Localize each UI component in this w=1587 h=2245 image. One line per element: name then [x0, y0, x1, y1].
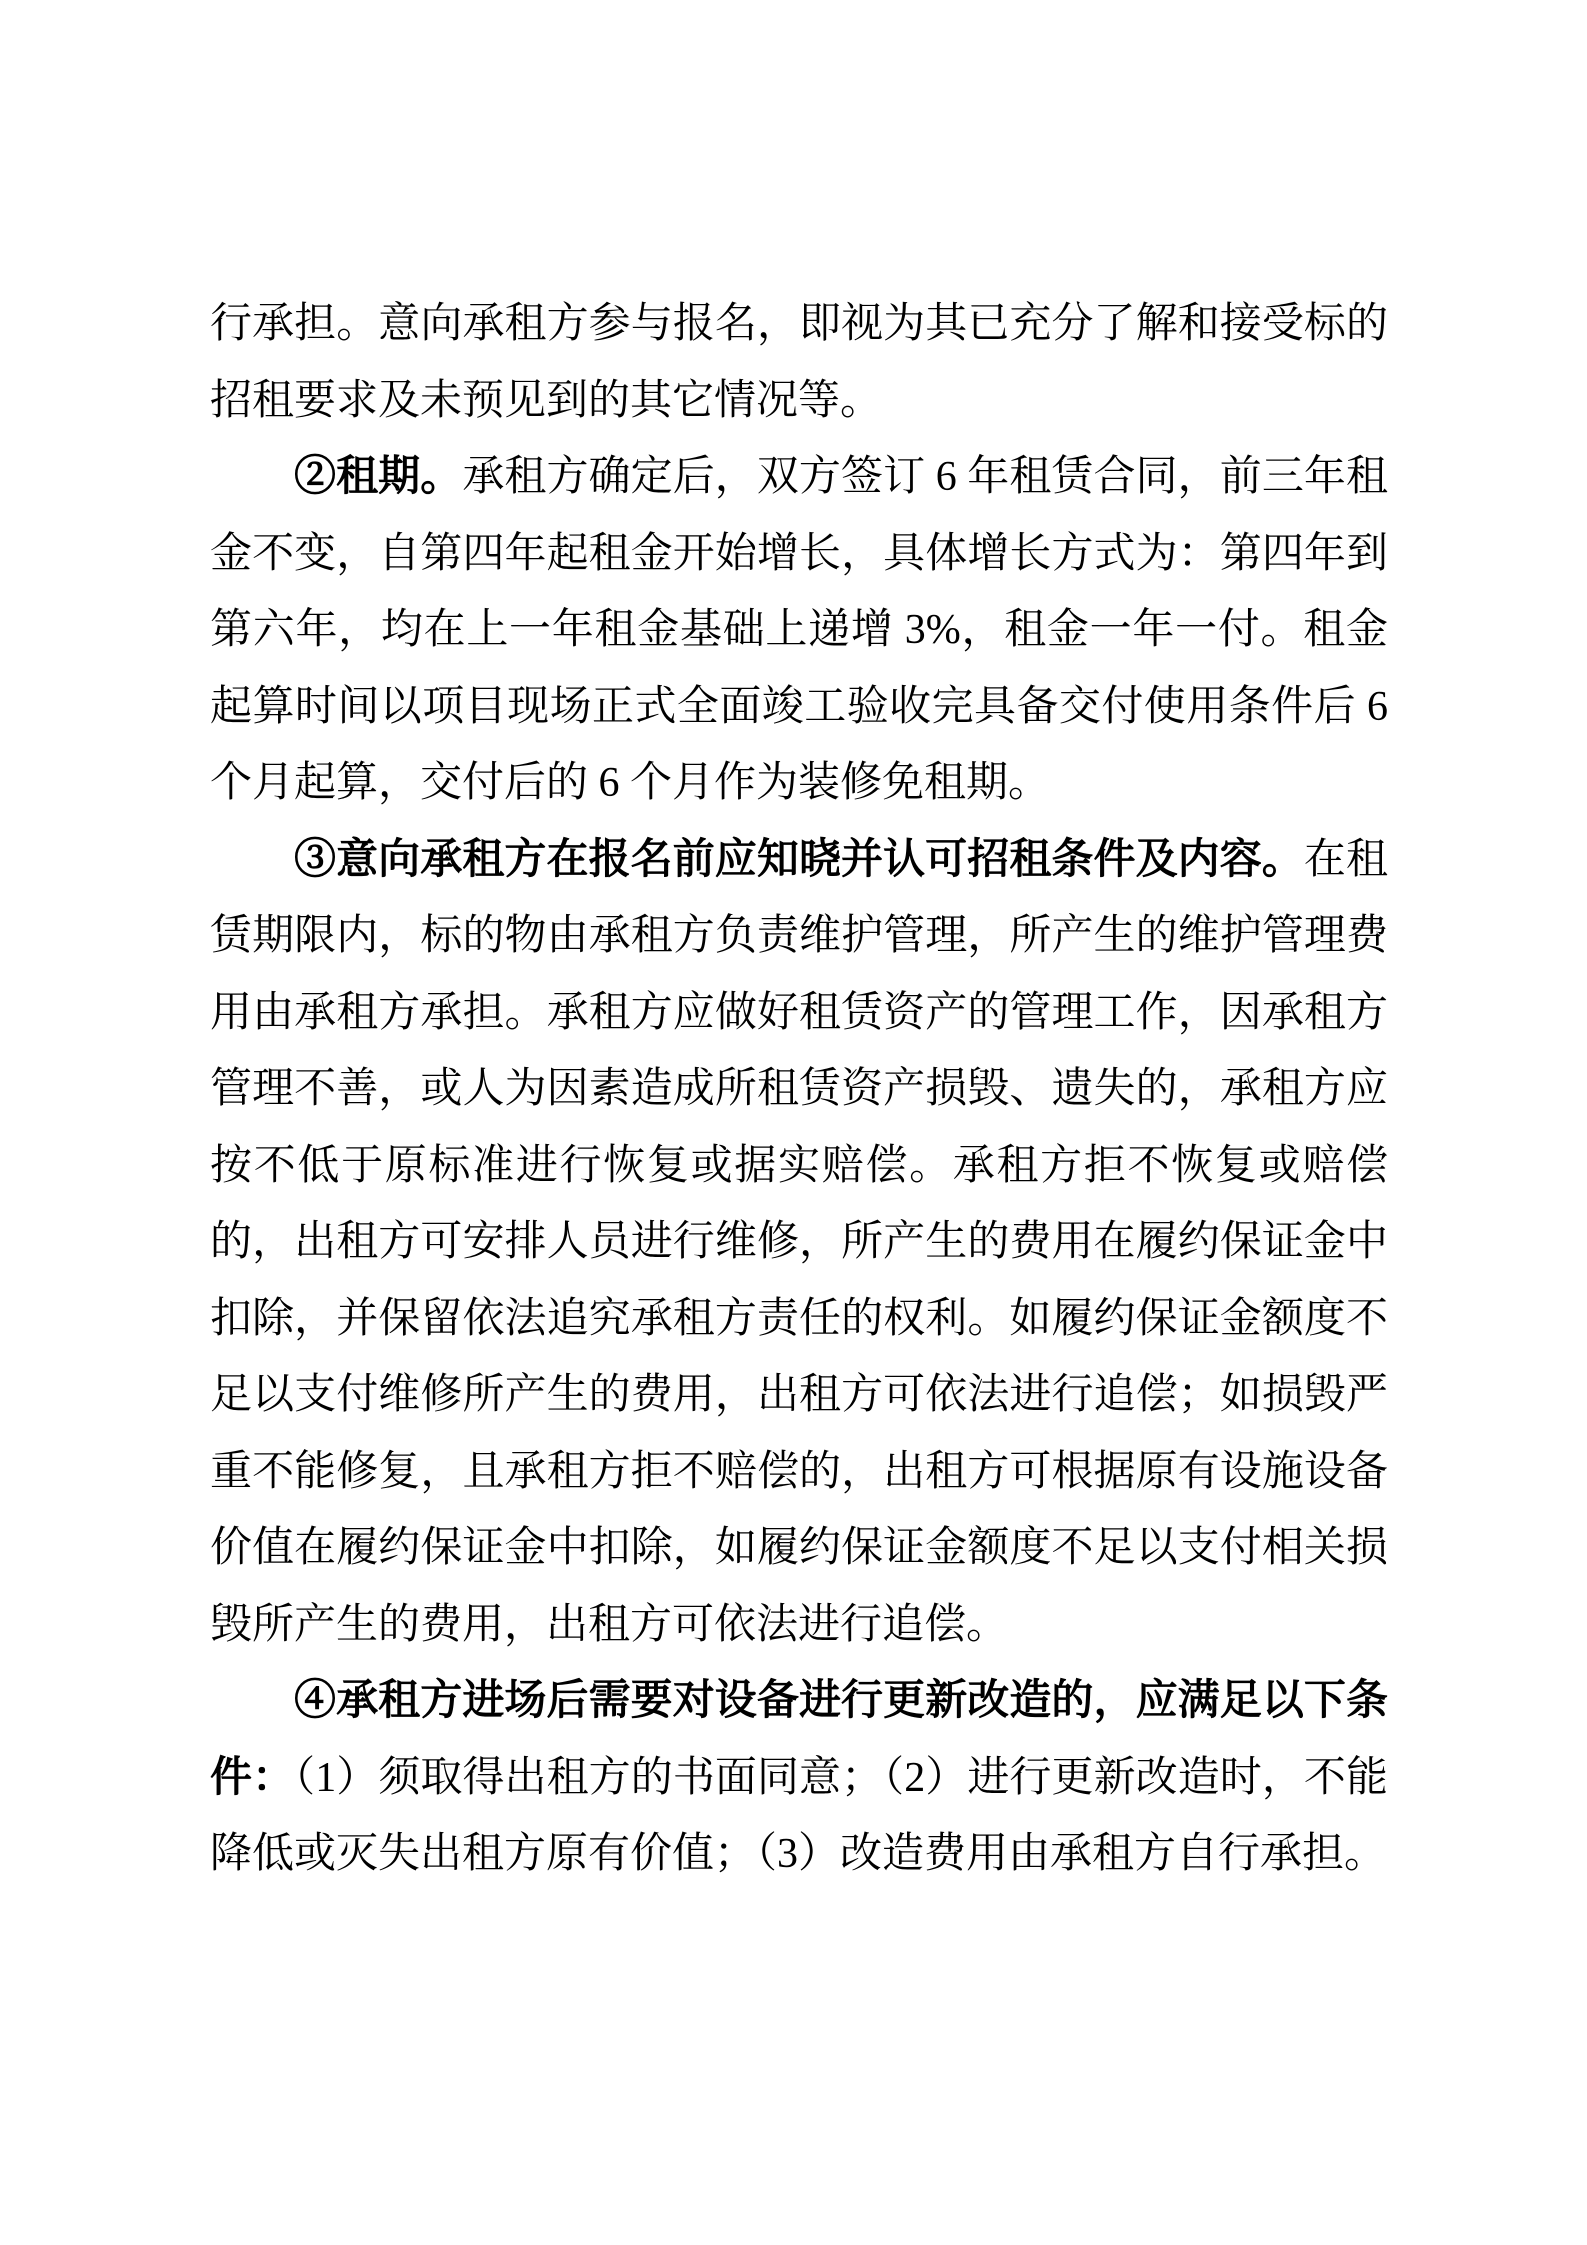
- paragraph: [210, 439, 1388, 822]
- text-run-bold: ③意向承租方在报名前应知晓并认可招租条件及内容。: [294, 836, 1304, 883]
- text-run: 承租方确定后，双方签订 6 年租赁合同，前三年租金不变，自第四年起租金开始增长，具体增长方式为：第四年到第六年，均在上一年租金基础上递增 3%，租金一年一付。租金起算时间以项目现场正式全面竣工验收完具备交付使用条件后 6 个月起算，交付后的 6 个月作为装修免租期。: [210, 454, 1388, 806]
- paragraph: [210, 286, 1388, 439]
- document-body: [210, 286, 1388, 1893]
- paragraph: [210, 1663, 1388, 1893]
- paragraph: [210, 822, 1388, 1664]
- text-run: 在租赁期限内，标的物由承租方负责维护管理，所产生的维护管理费用由承租方承担。承租方应做好租赁资产的管理工作，因承租方管理不善，或人为因素造成所租赁资产损毁、遗失的，承租方应按不低于原标准进行恢复或据实赔偿。承租方拒不恢复或赔偿的，出租方可安排人员进行维修，所产生的费用在履约保证金中扣除，并保留依法追究承租方责任的权利。如履约保证金额度不足以支付维修所产生的费用，出租方可依法进行追偿；如损毁严重不能修复，且承租方拒不赔偿的，出租方可根据原有设施设备价值在履约保证金中扣除，如履约保证金额度不足以支付相关损毁所产生的费用，出租方可依法进行追偿。: [210, 836, 1388, 1648]
- text-run-bold: ②租期。: [294, 454, 463, 500]
- text-run-bold: ④承租方进场后需要对设备进行更新改造的，应满足以下条件：: [210, 1678, 1388, 1801]
- text-run: 行承担。意向承租方参与报名，即视为其已充分了解和接受标的招租要求及未预见到的其它情况等。: [210, 301, 1388, 424]
- text-run: （1）须取得出租方的书面同意；（2）进行更新改造时，不能降低或灭失出租方原有价值；（3）改造费用由承租方自行承担。: [210, 1754, 1388, 1877]
